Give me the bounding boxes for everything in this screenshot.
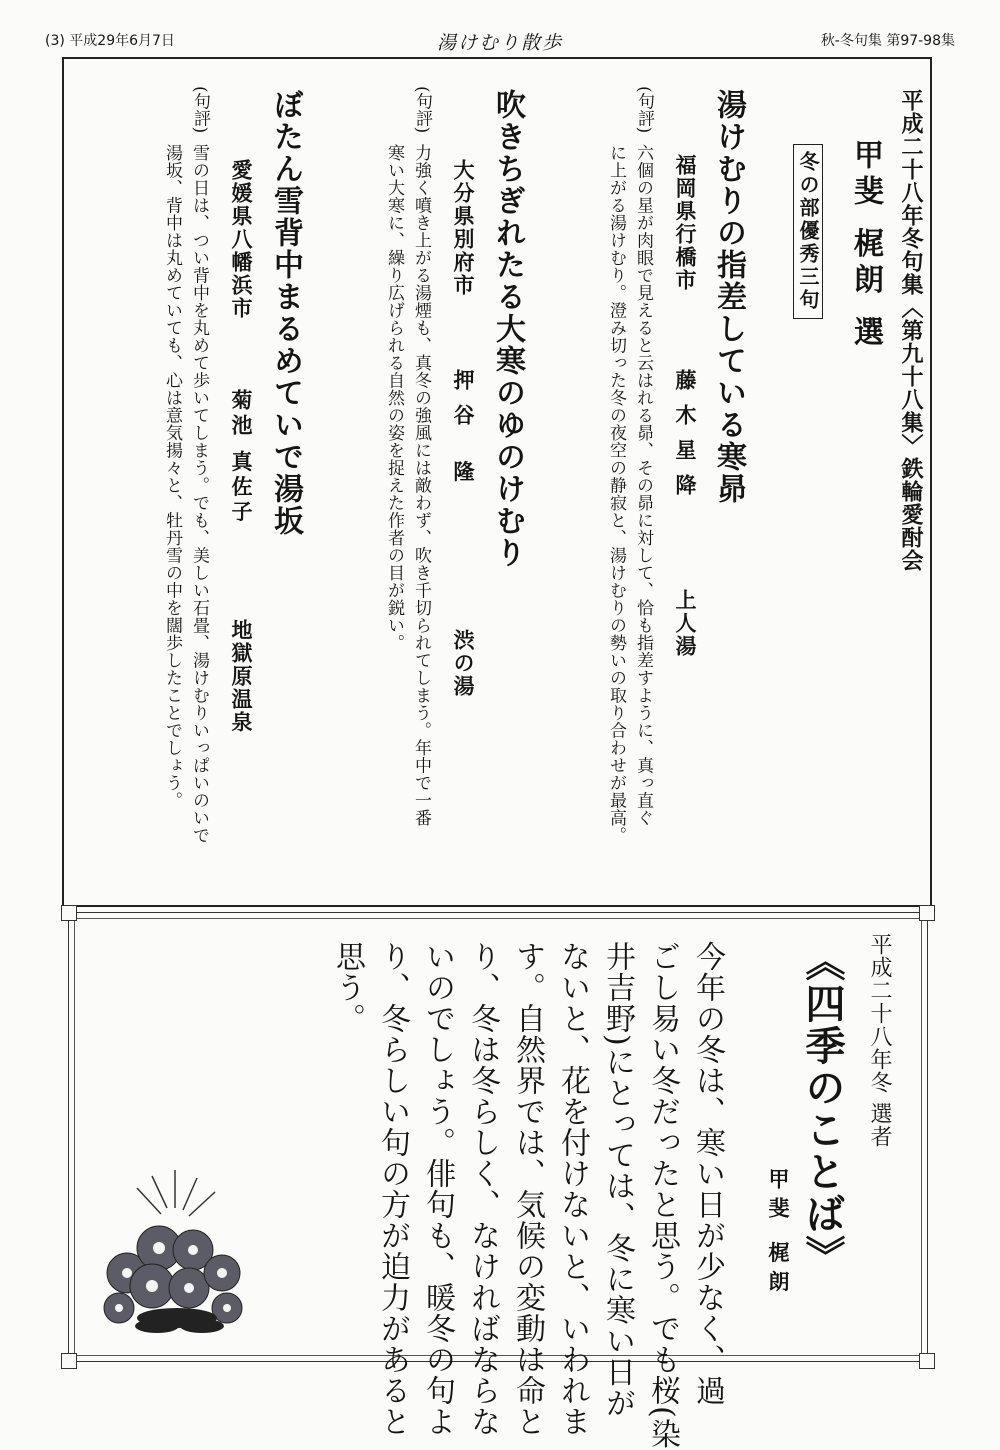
- comment-line: 湯坂、背中は丸めていても、心は意気揚々と、牡丹雪の中を闊歩したことでしょう。: [162, 144, 182, 809]
- essay-line: いのでしょう。俳句も、暖冬の句よ: [420, 941, 455, 1437]
- section-label: 冬の部優秀三句: [793, 144, 823, 319]
- essay-line: 井吉野)にとっては、冬に寒い日が: [600, 941, 635, 1419]
- haiku-text: ぼたん雪背中まるめていで湯坂: [268, 89, 303, 537]
- essay-line: ごし易い冬だったと思う。でも桜(染: [645, 941, 680, 1450]
- comment-line: 雪の日は、つい背中を丸めて歩いてしまう。でも、美しい石畳、湯けむりいっぱいのいで: [189, 144, 209, 844]
- newsletter-title: 湯けむり散歩: [436, 32, 563, 54]
- frame-corner: [61, 1353, 77, 1369]
- haiku-place: 愛媛県八幡浜市: [229, 159, 254, 320]
- comment-label: (句評): [634, 86, 654, 134]
- selection-heading: 平成二十八年冬句集〈第九十八集〉鉄輪愛酎会: [898, 89, 924, 572]
- essay-line: り、冬らしい句の方が迫力があると: [375, 941, 410, 1437]
- haiku-author: 押谷 隆: [451, 369, 476, 496]
- haiku-onsen: 渋の湯: [451, 629, 476, 698]
- haiku-onsen: 上人湯: [673, 589, 698, 658]
- haiku-onsen: 地獄原温泉: [229, 619, 254, 734]
- shiki-no-kotoba-panel: [68, 912, 928, 1450]
- haiku-place: 大分県別府市: [451, 159, 476, 297]
- haiku-text: 吹きちぎれたる大寒のゆのけむり: [490, 89, 525, 569]
- frame-corner: [61, 905, 77, 921]
- comment-label: (句評): [412, 86, 432, 134]
- essay-line: ないと、花を付けないと、いわれま: [555, 941, 590, 1437]
- essay-line: す。自然界では、気候の変動は命と: [510, 941, 545, 1437]
- haiku-place: 福岡県行橋市: [673, 154, 698, 292]
- haiku-author: 藤木星降: [673, 369, 698, 509]
- frame-corner: [919, 1353, 935, 1369]
- issue-header: 秋-冬句集 第97-98集: [820, 33, 955, 49]
- comment-line: に上がる湯けむり。澄み切った冬の夜空の静寂と、湯けむりの勢いの取り合わせが最高。: [606, 144, 626, 844]
- page-date-header: (3) 平成29年6月7日: [45, 33, 175, 49]
- haiku-author: 菊池 真佐子: [229, 389, 254, 526]
- haiku-selection-panel: [62, 57, 932, 907]
- comment-label: (句評): [190, 86, 210, 134]
- essay-line: り、冬は冬らしく、なければならな: [465, 941, 500, 1437]
- essay-line: 思う。: [330, 941, 365, 1034]
- selector-name: 甲斐 梶朗 選: [848, 139, 883, 352]
- essay-title: 《四季のことば》: [799, 941, 846, 1277]
- essay-era: 平成二十八年冬 選者: [867, 933, 892, 1148]
- essay-line: 今年の冬は、寒い日が少なく、過: [690, 941, 725, 1406]
- frame-corner: [919, 905, 935, 921]
- plum-blossom-icon: [97, 1168, 257, 1338]
- haiku-text: 湯けむりの指差している寒昴: [711, 89, 746, 505]
- comment-line: 力強く噴き上がる湯煙も、真冬の強風には敵わず、吹き千切られてしまう。年中で一番: [411, 144, 431, 827]
- comment-line: 六個の星が肉眼で見えると云はれる昴、その昴に対して、恰も指差すように、真っ直ぐ: [633, 144, 653, 827]
- comment-line: 寒い大寒に、繰り広げられる自然の姿を捉えた作者の目が鋭い。: [384, 144, 404, 652]
- essay-author: 甲斐 梶朗: [766, 1168, 791, 1300]
